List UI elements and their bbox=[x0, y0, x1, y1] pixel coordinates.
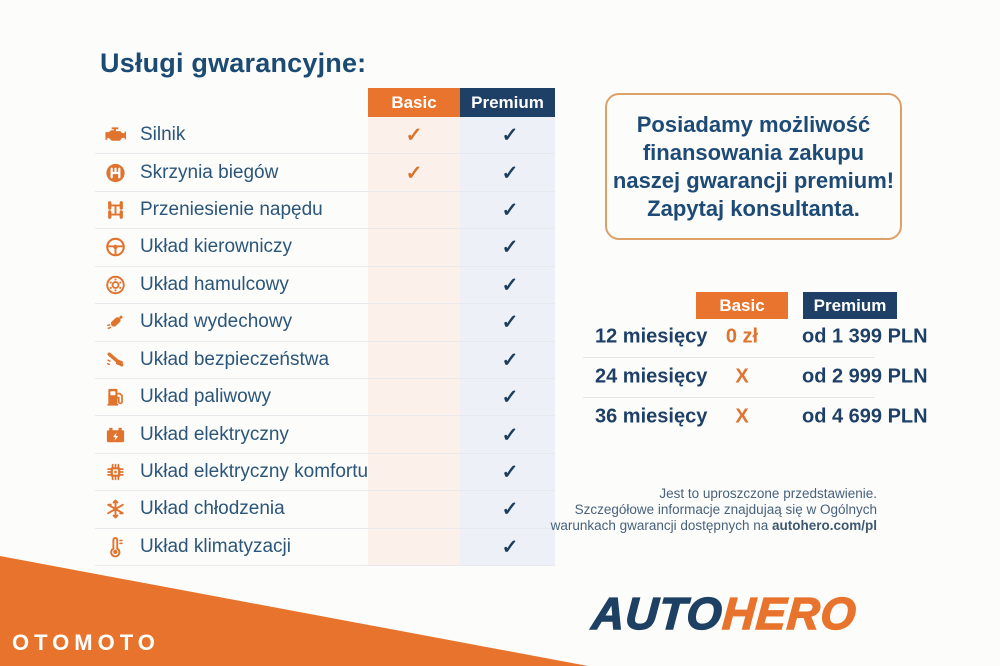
row-label: Układ paliwowy bbox=[140, 386, 271, 408]
disclaimer bbox=[551, 486, 877, 534]
pricing-basic-value: X bbox=[735, 405, 749, 428]
row-label: Układ wydechowy bbox=[140, 311, 293, 333]
table-row bbox=[95, 529, 555, 566]
row-label: Układ bezpieczeństwa bbox=[140, 348, 330, 370]
promo-line: Zapytaj konsultanta. bbox=[647, 195, 860, 221]
pricing-period: 24 miesięcy bbox=[595, 365, 708, 388]
table-row bbox=[95, 342, 555, 379]
row-label: Układ klimatyzacji bbox=[140, 535, 291, 557]
premium-check: ✓ bbox=[501, 274, 519, 297]
battery-icon bbox=[104, 423, 127, 446]
warranty-table bbox=[95, 88, 555, 566]
row-label: Układ elektryczny bbox=[140, 423, 289, 445]
premium-check: ✓ bbox=[501, 311, 519, 334]
row-label: Skrzynia biegów bbox=[140, 161, 279, 183]
seatbelt-icon bbox=[104, 348, 127, 371]
basic-check: ✓ bbox=[405, 124, 423, 147]
autohero-logo bbox=[590, 588, 858, 640]
pricing-period: 12 miesięcy bbox=[595, 325, 708, 348]
disclaimer-line: Szczegółowe informacje znajdujaą się w Ogólnych bbox=[574, 502, 877, 517]
promo-line: finansowania zakupu bbox=[642, 139, 865, 165]
promo-line: Posiadamy możliwość bbox=[636, 111, 871, 137]
pricing-premium-value: od 2 999 PLN bbox=[802, 365, 928, 388]
table-row bbox=[95, 267, 555, 304]
pricing-basic-value: 0 zł bbox=[725, 325, 759, 348]
pricing-header-premium: Premium bbox=[803, 292, 897, 319]
table-row bbox=[95, 192, 555, 229]
basic-check: ✓ bbox=[405, 162, 423, 185]
pricing-header-basic: Basic bbox=[696, 292, 788, 319]
snowflake-icon bbox=[104, 498, 127, 521]
table-row bbox=[95, 416, 555, 453]
header-spacer bbox=[95, 88, 368, 117]
pricing-row bbox=[583, 319, 928, 355]
otomoto-logo: OTOMOTO bbox=[12, 630, 160, 655]
promo-line: naszej gwarancji premium! bbox=[612, 167, 895, 193]
pricing-separator bbox=[583, 397, 875, 398]
table-row bbox=[95, 491, 555, 528]
pricing-period: 36 miesięcy bbox=[595, 405, 708, 428]
row-label: Układ kierowniczy bbox=[140, 236, 293, 258]
thermometer-icon bbox=[104, 535, 127, 558]
warranty-table-header bbox=[95, 88, 555, 117]
row-label: Układ elektryczny komfortu bbox=[140, 461, 369, 482]
row-label: Przeniesienie napędu bbox=[140, 199, 323, 221]
chip-icon bbox=[104, 461, 127, 484]
pricing-separator bbox=[583, 357, 875, 358]
table-row bbox=[95, 154, 555, 191]
premium-check: ✓ bbox=[501, 424, 519, 447]
brake-disc-icon bbox=[104, 273, 127, 296]
premium-check: ✓ bbox=[501, 461, 519, 484]
exhaust-icon bbox=[104, 311, 127, 334]
premium-check: ✓ bbox=[501, 536, 519, 559]
pricing-premium-value: od 4 699 PLN bbox=[802, 405, 928, 428]
autohero-url: autohero.com/pl bbox=[771, 518, 877, 533]
row-label: Silnik bbox=[140, 124, 186, 146]
engine-icon bbox=[104, 124, 127, 147]
page-title: Usługi gwarancyjne: bbox=[100, 48, 367, 78]
premium-check: ✓ bbox=[501, 349, 519, 372]
autohero-logo-hero: HERO bbox=[720, 588, 859, 639]
pricing-basic-value: X bbox=[735, 365, 749, 388]
gearbox-icon bbox=[104, 161, 127, 184]
row-label: Układ chłodzenia bbox=[140, 498, 285, 520]
disclaimer-line: Jest to uproszczone przedstawienie. bbox=[659, 486, 877, 501]
premium-check: ✓ bbox=[501, 199, 519, 222]
table-row bbox=[95, 304, 555, 341]
steering-wheel-icon bbox=[104, 236, 127, 259]
fuel-pump-icon bbox=[104, 386, 127, 409]
disclaimer-line: warunkach gwarancji dostępnych na autohero.com/pl bbox=[550, 518, 877, 533]
pricing-premium-value: od 1 399 PLN bbox=[802, 325, 928, 348]
table-row bbox=[95, 229, 555, 266]
row-label: Układ hamulcowy bbox=[140, 273, 289, 295]
premium-check: ✓ bbox=[501, 236, 519, 259]
table-row bbox=[95, 454, 555, 491]
pricing-row bbox=[583, 399, 928, 435]
premium-check: ✓ bbox=[501, 498, 519, 521]
column-header-basic: Basic bbox=[368, 88, 460, 117]
table-row bbox=[95, 117, 555, 154]
drivetrain-icon bbox=[104, 199, 127, 222]
premium-check: ✓ bbox=[501, 124, 519, 147]
column-header-premium: Premium bbox=[460, 88, 555, 117]
autohero-logo-auto: AUTO bbox=[590, 588, 725, 639]
premium-check: ✓ bbox=[501, 162, 519, 185]
premium-check: ✓ bbox=[501, 386, 519, 409]
financing-promo-box bbox=[605, 93, 902, 240]
warranty-table-rows bbox=[95, 117, 555, 566]
pricing-row bbox=[583, 359, 928, 395]
table-row bbox=[95, 379, 555, 416]
